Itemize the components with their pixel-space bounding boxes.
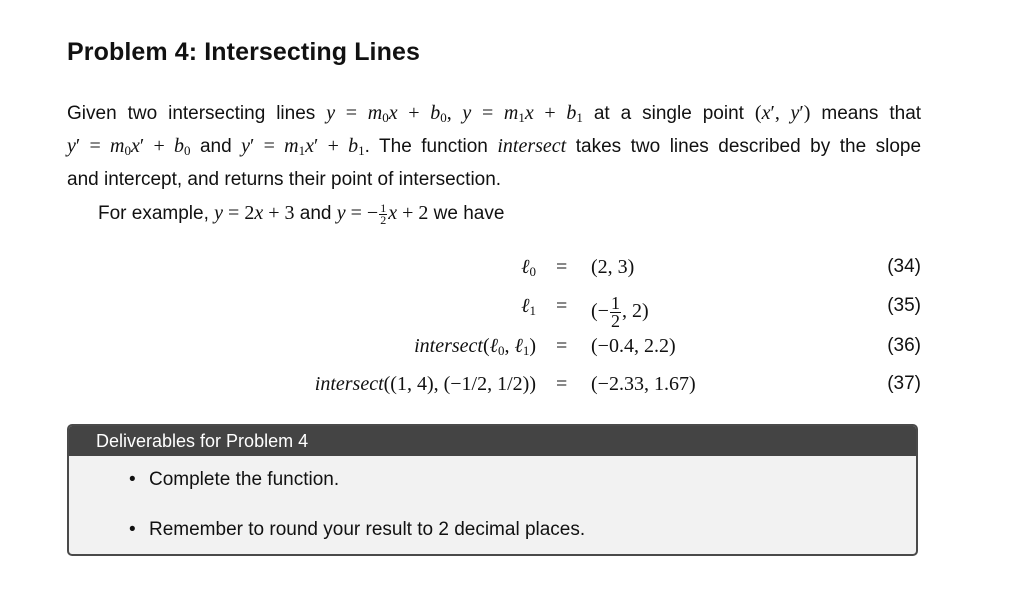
- example-sentence: For example, y = 2x + 3 and y = − $\frac{1}{2}$ x + 2 we have: [98, 200, 505, 227]
- example-line-1-math: y = − $\frac{1}{2}$ x + 2: [336, 200, 429, 227]
- fraction: $\frac{1}{2}$: [610, 293, 620, 331]
- equation-row: [67, 373, 921, 411]
- equation-number: (36): [887, 335, 921, 356]
- equation-number: (37): [887, 373, 921, 394]
- deliverables-list: [129, 468, 585, 556]
- equation-lhs: intersect(ℓ$_0$, ℓ$_1$): [414, 335, 536, 358]
- problem-title: Problem 4: Intersecting Lines: [67, 38, 420, 66]
- equation-rhs: (− $\frac{1}{2}$ , 2): [591, 293, 649, 331]
- equation-rhs: (2, 3): [591, 256, 635, 278]
- problem-description: [67, 97, 921, 196]
- line-equations-math: $y = m_0x + b_0$, $y = m_1x + b_1$: [326, 102, 583, 125]
- equation-number: (35): [887, 295, 921, 316]
- equals-sign: =: [556, 335, 568, 357]
- description-line-1: Given two intersecting lines $y = m_0x + b_0$, $y = m_1x + b_1$ at a single point (x′, y′) means that: [67, 102, 922, 125]
- list-item: • Remember to round your result to 2 decimal places.: [129, 519, 586, 540]
- function-name: intersect: [497, 135, 567, 157]
- equation-lhs: ℓ$_1$: [521, 295, 536, 318]
- description-line-3: and intercept, and returns their point of intersection.: [67, 169, 502, 190]
- equation-number: (34): [887, 256, 921, 277]
- condition-math-0: $y' = m_0x' + b_0$: [67, 135, 191, 158]
- deliverables-header: Deliverables for Problem 4: [69, 426, 916, 456]
- equals-sign: =: [556, 256, 568, 278]
- fraction: $\frac{1}{2}$: [380, 200, 387, 227]
- list-item: • Complete the function.: [129, 469, 340, 490]
- equation-lhs: intersect((1, 4), (−1/2, 1/2)): [314, 373, 536, 395]
- deliverables-box: [67, 424, 918, 556]
- equation-row: [67, 256, 921, 294]
- document-page: [67, 0, 921, 604]
- equation-row: [67, 335, 921, 373]
- example-line-0-math: y = 2x + 3: [214, 202, 295, 224]
- equation-rhs: (−0.4, 2.2): [591, 335, 676, 357]
- equals-sign: =: [556, 373, 568, 395]
- equation-rhs: (−2.33, 1.67): [591, 373, 696, 395]
- description-line-2: $y' = m_0x' + b_0$ and $y' = m_1x' + b_1$. The function intersect takes two lines described by the slope: [67, 135, 922, 158]
- equation-row: [67, 295, 921, 333]
- equals-sign: =: [556, 295, 568, 317]
- bullet-icon: •: [129, 469, 136, 490]
- point-math: (x′, y′): [754, 102, 811, 124]
- condition-math-1: $y' = m_1x' + b_1$: [241, 135, 365, 158]
- equation-lhs: ℓ$_0$: [521, 256, 536, 279]
- bullet-icon: •: [129, 519, 136, 540]
